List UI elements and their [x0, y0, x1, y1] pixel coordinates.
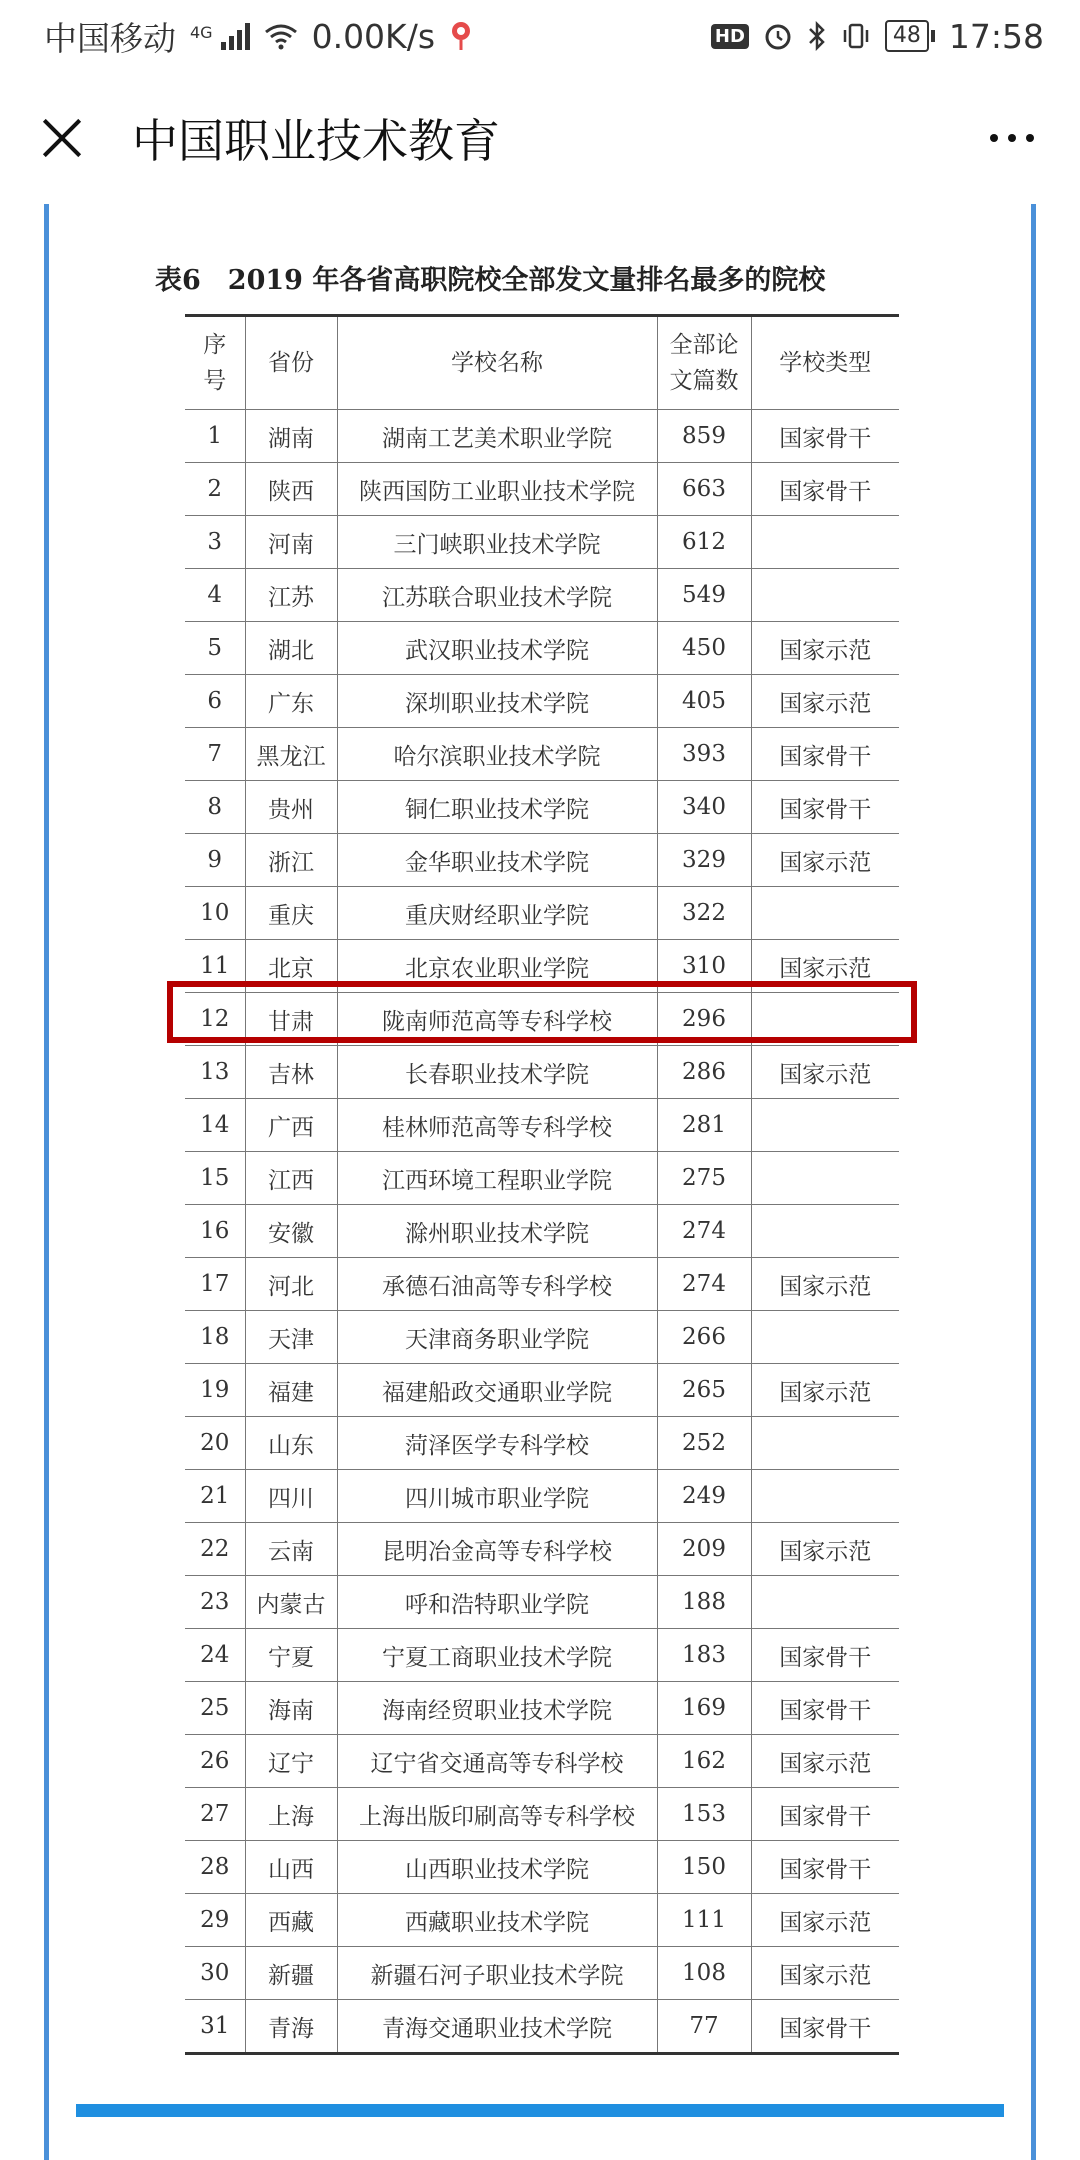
alarm-icon [763, 21, 793, 51]
cell-province: 河南 [245, 516, 337, 569]
table-row [185, 1258, 899, 1311]
cell-province: 甘肃 [245, 993, 337, 1046]
cell-rank: 29 [185, 1894, 245, 1947]
cell-type [751, 1099, 899, 1152]
cell-province: 江西 [245, 1152, 337, 1205]
cell-school: 深圳职业技术学院 [337, 675, 657, 728]
cell-province: 四川 [245, 1470, 337, 1523]
cell-count: 266 [657, 1311, 751, 1364]
cell-province: 广东 [245, 675, 337, 728]
cell-school: 菏泽医学专科学校 [337, 1417, 657, 1470]
cell-type: 国家骨干 [751, 728, 899, 781]
table-row [185, 1735, 899, 1788]
cell-type: 国家骨干 [751, 1682, 899, 1735]
cell-rank: 27 [185, 1788, 245, 1841]
cell-count: 322 [657, 887, 751, 940]
cell-rank: 21 [185, 1470, 245, 1523]
cell-province: 河北 [245, 1258, 337, 1311]
table-row [185, 1576, 899, 1629]
cell-province: 黑龙江 [245, 728, 337, 781]
table-row [185, 834, 899, 887]
cell-province: 内蒙古 [245, 1576, 337, 1629]
cell-school: 陕西国防工业职业技术学院 [337, 463, 657, 516]
cell-province: 广西 [245, 1099, 337, 1152]
table-body [185, 410, 899, 2054]
cell-province: 江苏 [245, 569, 337, 622]
cell-province: 贵州 [245, 781, 337, 834]
table-row [185, 569, 899, 622]
cell-count: 859 [657, 410, 751, 463]
cell-count: 111 [657, 1894, 751, 1947]
cell-count: 274 [657, 1258, 751, 1311]
table-row [185, 1894, 899, 1947]
cell-school: 宁夏工商职业技术学院 [337, 1629, 657, 1682]
header-rank: 序 号 [185, 316, 245, 410]
cell-count: 393 [657, 728, 751, 781]
cell-school: 福建船政交通职业学院 [337, 1364, 657, 1417]
cell-rank: 3 [185, 516, 245, 569]
cell-count: 286 [657, 1046, 751, 1099]
cell-type: 国家骨干 [751, 1788, 899, 1841]
cell-count: 329 [657, 834, 751, 887]
table-row [185, 516, 899, 569]
cell-type [751, 1576, 899, 1629]
cell-province: 吉林 [245, 1046, 337, 1099]
cell-count: 275 [657, 1152, 751, 1205]
wifi-icon [264, 22, 298, 50]
cell-count: 150 [657, 1841, 751, 1894]
cell-school: 湖南工艺美术职业学院 [337, 410, 657, 463]
more-icon[interactable] [980, 124, 1044, 152]
cell-province: 西藏 [245, 1894, 337, 1947]
cell-count: 281 [657, 1099, 751, 1152]
table-row [185, 1523, 899, 1576]
cell-type: 国家示范 [751, 1947, 899, 2000]
cell-type [751, 569, 899, 622]
cell-rank: 8 [185, 781, 245, 834]
cell-province: 辽宁 [245, 1735, 337, 1788]
title-bar [0, 72, 1080, 204]
cell-count: 153 [657, 1788, 751, 1841]
cell-school: 铜仁职业技术学院 [337, 781, 657, 834]
cell-school: 昆明冶金高等专科学校 [337, 1523, 657, 1576]
cell-count: 249 [657, 1470, 751, 1523]
cell-count: 265 [657, 1364, 751, 1417]
cell-rank: 28 [185, 1841, 245, 1894]
cell-count: 252 [657, 1417, 751, 1470]
cell-type: 国家示范 [751, 1735, 899, 1788]
table-row [185, 1470, 899, 1523]
table-header-row [185, 316, 899, 410]
cell-school: 江苏联合职业技术学院 [337, 569, 657, 622]
cell-rank: 26 [185, 1735, 245, 1788]
cell-count: 169 [657, 1682, 751, 1735]
cell-type: 国家示范 [751, 675, 899, 728]
bottom-divider [76, 2104, 1004, 2117]
cell-school: 滁州职业技术学院 [337, 1205, 657, 1258]
cell-type [751, 1311, 899, 1364]
table-row [185, 1364, 899, 1417]
cell-school: 三门峡职业技术学院 [337, 516, 657, 569]
cell-province: 湖北 [245, 622, 337, 675]
cell-school: 呼和浩特职业学院 [337, 1576, 657, 1629]
cell-type: 国家示范 [751, 1523, 899, 1576]
table-row [185, 1046, 899, 1099]
cell-type [751, 1152, 899, 1205]
cell-type: 国家示范 [751, 1364, 899, 1417]
cell-province: 山西 [245, 1841, 337, 1894]
cell-school: 山西职业技术学院 [337, 1841, 657, 1894]
header-type: 学校类型 [751, 316, 899, 410]
cell-province: 福建 [245, 1364, 337, 1417]
table-row [185, 1629, 899, 1682]
cell-school: 北京农业职业学院 [337, 940, 657, 993]
cell-count: 274 [657, 1205, 751, 1258]
cell-count: 209 [657, 1523, 751, 1576]
cell-province: 湖南 [245, 410, 337, 463]
cell-type: 国家示范 [751, 940, 899, 993]
cell-school: 承德石油高等专科学校 [337, 1258, 657, 1311]
cell-rank: 11 [185, 940, 245, 993]
table-row [185, 1417, 899, 1470]
cell-rank: 15 [185, 1152, 245, 1205]
ranking-table [185, 314, 899, 2055]
cell-count: 183 [657, 1629, 751, 1682]
cell-rank: 9 [185, 834, 245, 887]
cell-count: 549 [657, 569, 751, 622]
table-row [185, 781, 899, 834]
cell-province: 宁夏 [245, 1629, 337, 1682]
table-row [185, 410, 899, 463]
table-row [185, 1682, 899, 1735]
table-row [185, 675, 899, 728]
cell-province: 山东 [245, 1417, 337, 1470]
table-row [185, 463, 899, 516]
cell-type: 国家骨干 [751, 463, 899, 516]
cell-school: 四川城市职业学院 [337, 1470, 657, 1523]
cell-rank: 13 [185, 1046, 245, 1099]
cell-school: 武汉职业技术学院 [337, 622, 657, 675]
cell-type [751, 516, 899, 569]
cell-rank: 24 [185, 1629, 245, 1682]
cell-count: 296 [657, 993, 751, 1046]
header-count: 全部论 文篇数 [657, 316, 751, 410]
cell-rank: 7 [185, 728, 245, 781]
clock: 17:58 [948, 16, 1044, 56]
header-school: 学校名称 [337, 316, 657, 410]
cell-type [751, 1417, 899, 1470]
cell-type: 国家骨干 [751, 1841, 899, 1894]
carrier-name: 中国移动 [44, 18, 176, 58]
cell-rank: 12 [185, 993, 245, 1046]
table-row [185, 1841, 899, 1894]
cell-school: 哈尔滨职业技术学院 [337, 728, 657, 781]
vibrate-icon [841, 21, 871, 51]
status-bar-left [44, 13, 473, 60]
table-row [185, 728, 899, 781]
cell-school: 陇南师范高等专科学校 [337, 993, 657, 1046]
table-row [185, 1205, 899, 1258]
cell-rank: 31 [185, 2000, 245, 2054]
cell-count: 108 [657, 1947, 751, 2000]
cell-count: 663 [657, 463, 751, 516]
cell-school: 新疆石河子职业技术学院 [337, 1947, 657, 2000]
table-row [185, 993, 899, 1046]
cell-school: 长春职业技术学院 [337, 1046, 657, 1099]
cell-type: 国家示范 [751, 622, 899, 675]
cell-school: 天津商务职业学院 [337, 1311, 657, 1364]
cell-rank: 6 [185, 675, 245, 728]
cell-count: 405 [657, 675, 751, 728]
table-row [185, 1099, 899, 1152]
cell-type: 国家骨干 [751, 410, 899, 463]
cell-province: 浙江 [245, 834, 337, 887]
cell-count: 612 [657, 516, 751, 569]
cell-type: 国家骨干 [751, 781, 899, 834]
cell-rank: 20 [185, 1417, 245, 1470]
cell-type [751, 1470, 899, 1523]
cell-type [751, 887, 899, 940]
cell-province: 海南 [245, 1682, 337, 1735]
cell-type: 国家骨干 [751, 1629, 899, 1682]
cell-school: 海南经贸职业技术学院 [337, 1682, 657, 1735]
cell-rank: 14 [185, 1099, 245, 1152]
cell-count: 162 [657, 1735, 751, 1788]
cell-school: 金华职业技术学院 [337, 834, 657, 887]
network-speed: 0.00K/s [311, 16, 436, 56]
table-row [185, 1788, 899, 1841]
bluetooth-icon [807, 21, 827, 51]
cell-province: 陕西 [245, 463, 337, 516]
hd-badge: HD [711, 24, 749, 49]
table-row [185, 1311, 899, 1364]
cell-province: 北京 [245, 940, 337, 993]
signal-icon [221, 22, 250, 50]
cell-rank: 2 [185, 463, 245, 516]
table-row [185, 940, 899, 993]
cell-rank: 23 [185, 1576, 245, 1629]
cell-school: 青海交通职业技术学院 [337, 2000, 657, 2054]
cell-count: 188 [657, 1576, 751, 1629]
cell-count: 77 [657, 2000, 751, 2054]
cell-province: 云南 [245, 1523, 337, 1576]
cell-province: 新疆 [245, 1947, 337, 2000]
table-row [185, 622, 899, 675]
table-row [185, 1152, 899, 1205]
cell-rank: 22 [185, 1523, 245, 1576]
cell-rank: 25 [185, 1682, 245, 1735]
table-row [185, 1947, 899, 2000]
cell-rank: 17 [185, 1258, 245, 1311]
table-caption: 表6 2019 年各省高职院校全部发文量排名最多的院校 [155, 265, 826, 296]
header-province: 省份 [245, 316, 337, 410]
cell-type: 国家示范 [751, 1046, 899, 1099]
cell-type: 国家示范 [751, 834, 899, 887]
table-row [185, 2000, 899, 2054]
cell-province: 安徽 [245, 1205, 337, 1258]
battery-icon [885, 20, 935, 52]
cell-school: 桂林师范高等专科学校 [337, 1099, 657, 1152]
battery-level: 48 [885, 20, 929, 52]
page-title: 中国职业技术教育 [132, 114, 500, 168]
cell-type: 国家骨干 [751, 2000, 899, 2054]
cell-school: 辽宁省交通高等专科学校 [337, 1735, 657, 1788]
cell-type: 国家示范 [751, 1894, 899, 1947]
cell-rank: 30 [185, 1947, 245, 2000]
cell-rank: 10 [185, 887, 245, 940]
cell-rank: 5 [185, 622, 245, 675]
cell-province: 上海 [245, 1788, 337, 1841]
cell-school: 重庆财经职业学院 [337, 887, 657, 940]
cell-province: 天津 [245, 1311, 337, 1364]
cell-rank: 1 [185, 410, 245, 463]
cell-count: 340 [657, 781, 751, 834]
cell-province: 重庆 [245, 887, 337, 940]
cell-count: 310 [657, 940, 751, 993]
cell-type [751, 1205, 899, 1258]
cell-province: 青海 [245, 2000, 337, 2054]
cell-rank: 19 [185, 1364, 245, 1417]
cell-rank: 4 [185, 569, 245, 622]
close-icon[interactable] [36, 112, 88, 164]
cell-school: 上海出版印刷高等专科学校 [337, 1788, 657, 1841]
cell-type [751, 993, 899, 1046]
location-pin-icon [449, 20, 473, 52]
cell-rank: 16 [185, 1205, 245, 1258]
cell-school: 西藏职业技术学院 [337, 1894, 657, 1947]
status-bar [0, 0, 1080, 72]
network-type: 4G [190, 22, 213, 42]
cell-count: 450 [657, 622, 751, 675]
cell-type: 国家示范 [751, 1258, 899, 1311]
cell-school: 江西环境工程职业学院 [337, 1152, 657, 1205]
status-bar-right [711, 17, 1044, 56]
cell-rank: 18 [185, 1311, 245, 1364]
table-row [185, 887, 899, 940]
